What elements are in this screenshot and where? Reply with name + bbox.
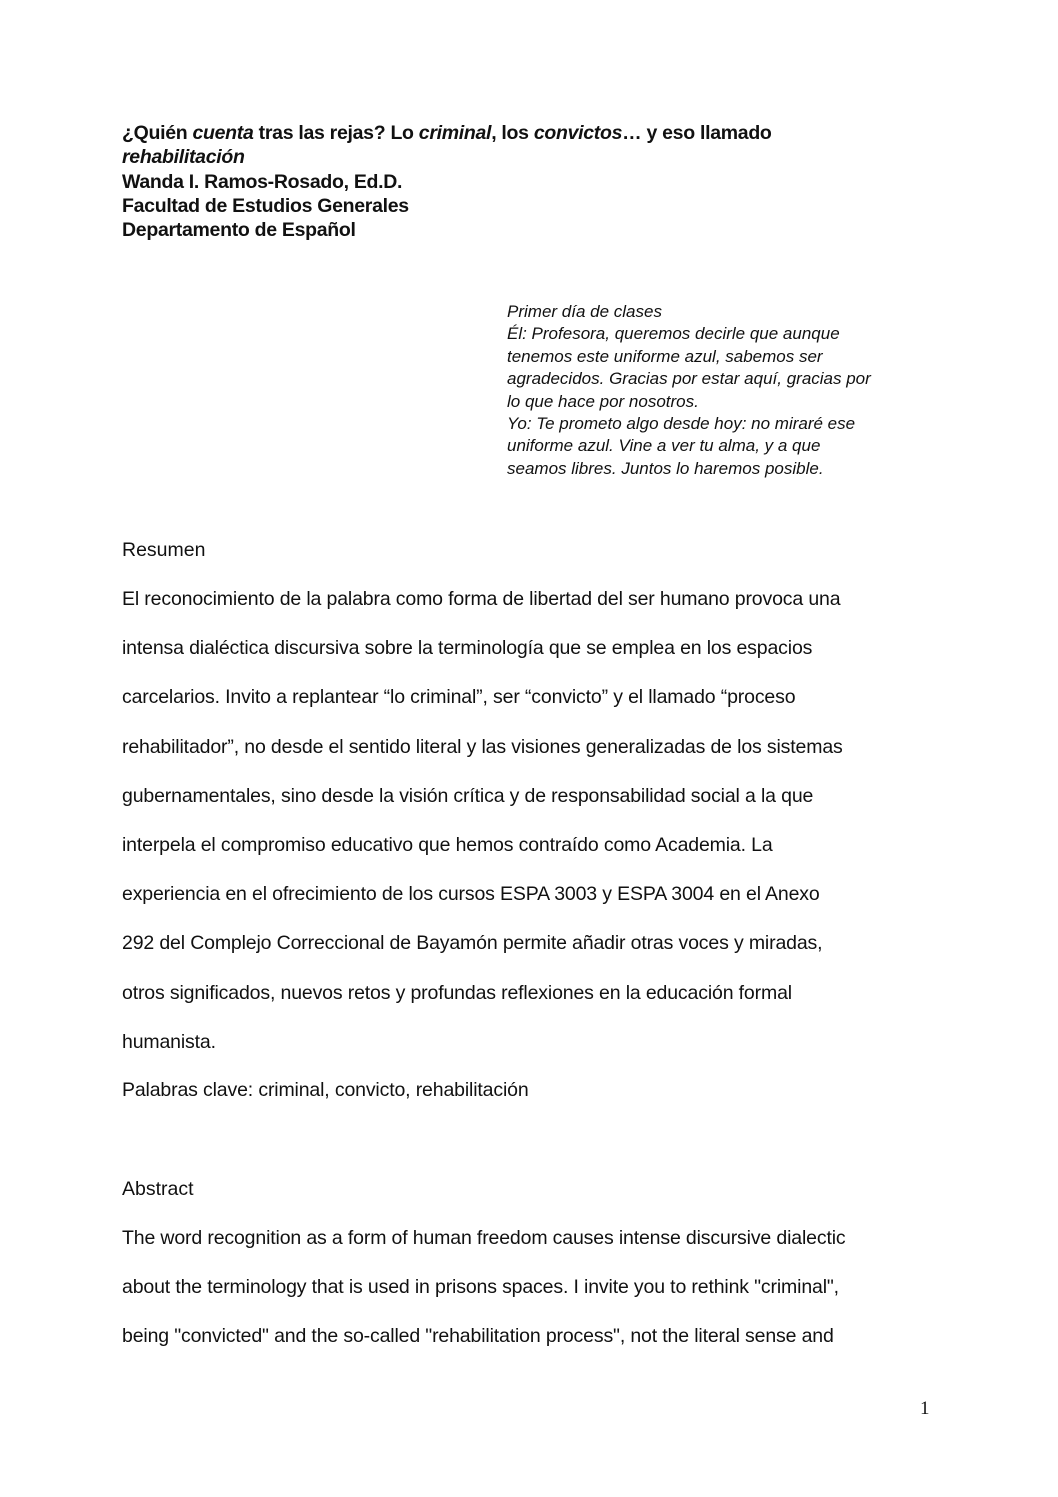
resumen-heading: Resumen — [122, 539, 206, 561]
resumen-line: otros significados, nuevos retos y profundas reflexiones en la educación formal — [122, 981, 792, 1004]
title-segment-italic: criminal — [418, 122, 492, 144]
title-segment-italic: cuenta — [192, 122, 254, 144]
abstract-line: being "convicted" and the so-called "rehabilitation process", not the literal sense and — [122, 1325, 834, 1348]
resumen-line: experiencia en el ofrecimiento de los cursos ESPA 3003 y ESPA 3004 en el Anexo — [122, 883, 820, 906]
epigraph-line: agradecidos. Gracias por estar aquí, gracias por — [507, 369, 871, 389]
page-number: 1 — [920, 1398, 930, 1419]
resumen-line: rehabilitador”, no desde el sentido literal y las visiones generalizadas de los sistemas — [122, 735, 843, 758]
title-segment: … y eso llamado — [622, 122, 772, 144]
keywords: Palabras clave: criminal, convicto, rehabilitación — [122, 1079, 529, 1101]
resumen-line: humanista. — [122, 1030, 216, 1053]
resumen-line: carcelarios. Invito a replantear “lo criminal”, ser “convicto” y el llamado “proceso — [122, 686, 796, 709]
department-name: Departamento de Español — [122, 219, 356, 242]
epigraph-line: tenemos este uniforme azul, sabemos ser — [507, 346, 823, 366]
abstract-heading: Abstract — [122, 1178, 194, 1200]
author-name: Wanda I. Ramos-Rosado, Ed.D. — [122, 170, 403, 193]
title-line-1 — [122, 121, 922, 145]
title-segment: tras las rejas? Lo — [253, 122, 419, 144]
faculty-name: Facultad de Estudios Generales — [122, 194, 409, 217]
title-segment: ¿Quién — [122, 122, 193, 144]
title-segment: , los — [491, 122, 534, 144]
resumen-line: 292 del Complejo Correccional de Bayamón permite añadir otras voces y miradas, — [122, 932, 823, 955]
resumen-body — [122, 587, 942, 1079]
resumen-line: gubernamentales, sino desde la visión crítica y de responsabilidad social a la que — [122, 784, 814, 807]
epigraph-line: lo que hace por nosotros. — [507, 391, 699, 411]
epigraph-line: seamos libres. Juntos lo haremos posible. — [507, 458, 824, 478]
title-segment-italic: convictos — [533, 122, 623, 144]
epigraph-line: Yo: Te prometo algo desde hoy: no miraré ese — [507, 414, 856, 434]
epigraph-line: uniforme azul. Vine a ver tu alma, y a que — [507, 436, 821, 456]
document-header — [122, 121, 922, 242]
abstract-line: The word recognition as a form of human freedom causes intense discursive dialectic — [122, 1227, 846, 1249]
epigraph-line: Él: Profesora, queremos decirle que aunque — [507, 324, 840, 344]
title-line-2: rehabilitación — [122, 146, 245, 169]
epigraph-line: Primer día de clases — [507, 302, 662, 321]
resumen-line: El reconocimiento de la palabra como forma de libertad del ser humano provoca una — [122, 588, 841, 610]
abstract-body — [122, 1226, 942, 1374]
abstract-line: about the terminology that is used in prisons spaces. I invite you to rethink "criminal", — [122, 1276, 839, 1299]
resumen-line: intensa dialéctica discursiva sobre la terminología que se emplea en los espacios — [122, 637, 813, 660]
epigraph — [507, 301, 947, 480]
resumen-line: interpela el compromiso educativo que hemos contraído como Academia. La — [122, 833, 773, 856]
